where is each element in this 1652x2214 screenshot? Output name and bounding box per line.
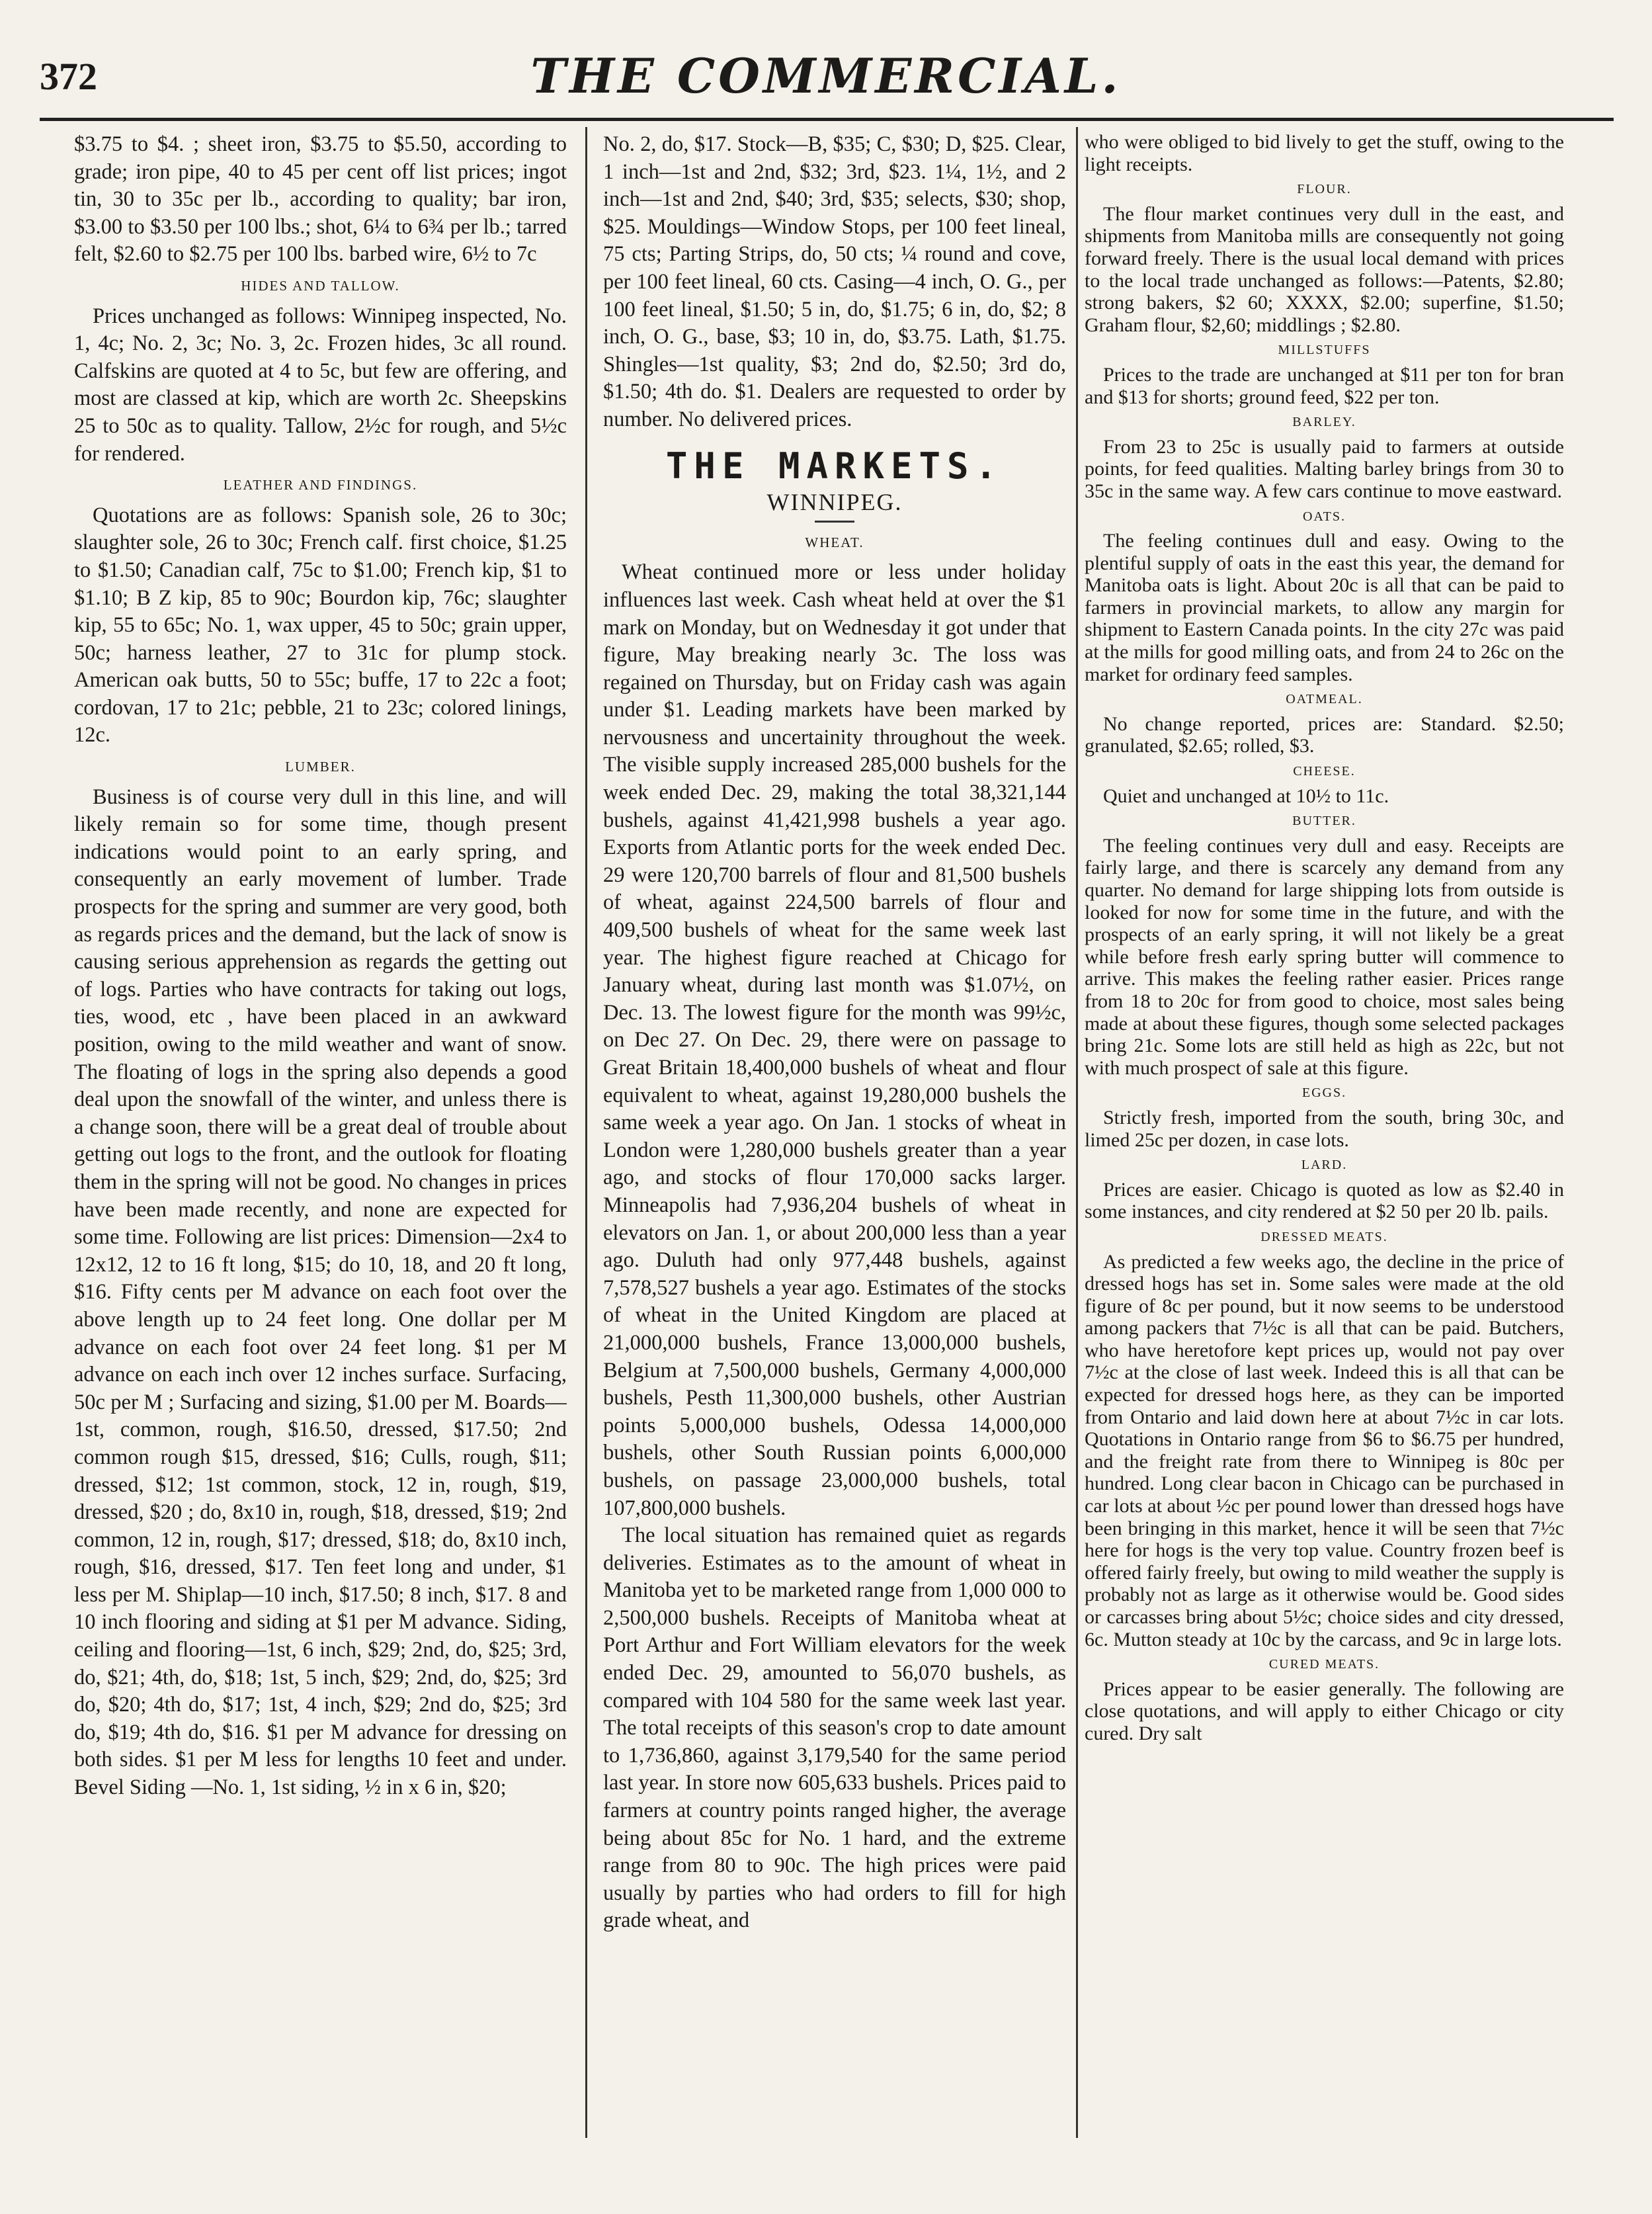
heading-oats: OATS. [1302, 509, 1346, 524]
heading-flour: FLOUR. [1297, 182, 1352, 197]
oats-text: The feeling continues dull and easy. Owing to the plentiful supply of oats in the east this year, the demand for Manitoba oats is light. About 20c is all that can be paid to farmers in provincial markets, to allow any margin for shipment to Eastern Canada points. In the city 27c was paid at the mills for good milling oats, and from 24 to 26c on the market for ordinary feed samples. [1085, 530, 1564, 685]
cured-meats-text: Prices appear to be easier generally. The following are close quotations, and will apply to either Chicago or city cured. Dry salt [1085, 1678, 1564, 1744]
heading-cheese: CHEESE. [1293, 764, 1356, 779]
heading-cured-meats: CURED MEATS. [1268, 1657, 1380, 1672]
oatmeal-text: No change reported, prices are: Standard. $2.50; granulated, $2.65; rolled, $3. [1085, 712, 1564, 757]
heading-leather-findings: LEATHER AND FINDINGS. [223, 477, 418, 493]
heading-lumber: LUMBER. [285, 759, 356, 775]
millstuffs-text: Prices to the trade are unchanged at $11 per ton for bran and $13 for shorts; ground feed, $22 per ton. [1085, 363, 1564, 408]
heading-lard: LARD. [1301, 1158, 1348, 1173]
heading-oatmeal: OATMEAL. [1286, 692, 1363, 707]
flour-text: The flour market continues very dull in the east, and shipments from Manitoba mills are consequently not going forward freely. There is the usual local demand with prices to the local trade unchanged as follows:—Patents, $2.80; strong bakers, $2 60; XXXX, $2.00; superfine, $1.50; Graham flour, $2,60; middlings ; $2.80. [1085, 202, 1564, 336]
heading-dressed-meats: DRESSED MEATS. [1260, 1229, 1388, 1244]
iron-prices-continued: $3.75 to $4. ; sheet iron, $3.75 to $5.50, according to grade; iron pipe, 40 to 45 per cent off list prices; ingot tin, 30 to 35c per lb., according to quality; bar iron, $3.00 to $3.50 per 100 lbs.; shot, 6¼ to 6¾ per lb.; tarred felt, $2.60 to $2.75 per 100 lbs. barbed wire, 6½ to 7c [74, 132, 567, 267]
page-number: 372 [40, 55, 97, 98]
lard-text: Prices are easier. Chicago is quoted as low as $2.40 in some instances, and city rendered at $2 50 per 20 lb. pails. [1085, 1178, 1564, 1223]
wheat-text: Wheat continued more or less under holiday influences last week. Cash wheat held at over the $1 mark on Monday, but on Wednesday it got under that figure, May breaking nearly 3c. The loss was regained on Thursday, but on Friday cash was again under $1. Leading markets have been marked by nervousness and uncertainity throughout the week. The visible supply increased 285,000 bushels for the week ended Dec. 29, making the total 38,321,144 bushels, against 41,421,998 bushels a year ago. Exports from Atlantic ports for the week ended Dec. 29 were 120,700 barrels of flour and 81,500 bushels of wheat, against 224,500 barrels of flour and 409,500 bushels of wheat for the same week last year. The highest figure reached at Chicago for January wheat, during last month was $1.07½, on Dec. 13. The lowest figure for the month was 99½c, on Dec 27. On Dec. 29, there were on passage to Great Britain 18,400,000 bushels of wheat and flour equivalent to wheat, against 19,280,000 bushels the same week a year ago. On Jan. 1 stocks of wheat in London were 1,280,000 bushels greater than a year ago, and stocks of flour 170,000 sacks larger. Minneapolis had 7,936,204 bushels of wheat in elevators on Jan. 1, or about 200,000 less than a year ago. Duluth had only 977,448 bushels, against 7,578,527 bushels a year ago. Estimates of the stocks of wheat in the United Kingdom are placed at 21,000,000 bushels, France 13,000,000 bushels, Belgium at 7,500,000 bushels, Germany 4,000,000 bushels, Pesth 11,300,000 bushels, other Austrian points 5,000,000 bushels, Odessa 14,000,000 bushels, other South Russian points 6,000,000 bushels, on passage 23,000,000 bushels, total 107,800,000 bushels. [603, 560, 1066, 1520]
cheese-text: Quiet and unchanged at 10½ to 11c. [1103, 785, 1389, 807]
heading-barley: BARLEY. [1292, 415, 1356, 430]
lumber-prices-continued: No. 2, do, $17. Stock—B, $35; C, $30; D, $25. Clear, 1 inch—1st and 2nd, $32; 3rd, $23. 1¼, 1½, and 2 inch—1st and 2nd, $40; 3rd, $35; selects, $30; shop, $25. Mouldings—Window Stops, per 100 feet lineal, 75 cts; Parting Strips, do, 50 cts; ¼ round and cove, per 100 feet lineal, 60 cts. Casing—4 inch, O. G., per 100 feet lineal, $1.50; 5 in, do, $1.75; 6 in, do, $2; 8 inch, O. G., base, $3; 10 in, do, $3.75. Lath, $1.75. Shingles—1st quality, $3; 2nd do, $2.50; 3rd do, $1.50; 4th do. $1. Dealers are requested to order by number. No delivered prices. [603, 132, 1066, 431]
column-2 [603, 131, 1066, 2135]
dressed-meats-text: As predicted a few weeks ago, the decline in the price of dressed hogs has set in. Some sales were made at the old figure of 8c per pound, but it now seems to be understood among packers that 7½c is all that can be paid. Butchers, who have heretofore kept prices up, would not pay over 7½c at the close of last week. Indeed this is all that can be expected for dressed hogs here, as they can be imported from Ontario and laid down here at about 7½c in car lots. Quotations in Ontario range from $6 to $6.75 per hundred, and the freight rate from there to Winnipeg is 80c per hundred. Long clear bacon in Chicago can be purchased in car lots at about ½c per pound lower than dressed hogs have been bringing in this market, hence it will be seen that 7½c here for hogs is the very top value. Country frozen beef is offered fairly freely, but owing to mild weather the supply is probably not as large as it otherwise would be. Good sides or carcasses bring about 5½c; choice sides and city dressed, 6c. Mutton steady at 10c by the carcass, and 9c in large lots. [1085, 1250, 1564, 1650]
winnipeg-subtitle: WINNIPEG. [766, 489, 903, 516]
heading-hides-tallow: HIDES AND TALLOW. [241, 277, 400, 294]
column-3 [1085, 131, 1564, 2135]
column-rule-1 [585, 127, 587, 2138]
masthead: THE COMMERCIAL. [530, 48, 1122, 104]
heading-butter: BUTTER. [1292, 814, 1356, 829]
header-rule [40, 118, 1614, 121]
eggs-text: Strictly fresh, imported from the south, bring 30c, and limed 25c per dozen, in case lots. [1085, 1106, 1564, 1151]
butter-text: The feeling continues very dull and easy. Receipts are fairly large, and there is scarcely any demand from any quarter. No demand for large shipping lots from outside is looked for now for some time in the future, and with the prospects of an early spring, it will not likely be a great while before fresh early spring butter will commence to arrive. This makes the feeling rather easier. Prices range from 18 to 20c for from good to choice, most sales being made at about these figures, though some selected packages bring 21c. Some lots are still held as high as 22c, but not with much prospect of sale at this figure. [1085, 834, 1564, 1079]
lumber-text: Business is of course very dull in this line, and will likely remain so for some time, though present indications would point to an early spring, and consequently an early movement of lumber. Trade prospects for the spring and summer are very good, both as regards prices and the demand, but the lack of snow is causing serious apprehension as regards the getting out of logs. Parties who have contracts for taking out logs, ties, wood, etc , have been placed in an awkward position, owing to the mild weather and want of snow. The floating of logs in the spring also depends a good deal upon the snowfall of the winter, and unless there is a change soon, there will be a great deal of trouble about getting out logs to the front, and the outlook for floating them in the spring will not be good. No changes in prices have been made recently, and none are expected for some time. Following are list prices: Dimension—2x4 to 12x12, 12 to 16 ft long, $15; do 10, 18, and 20 ft long, $16. Fifty cents per M advance on each foot over the above length up to 24 feet long. One dollar per M advance on each foot over 24 feet long. $1 per M advance on each inch over 12 inches surface. Surfacing, 50c per M ; Surfacing and sizing, $1.00 per M. Boards—1st, common, rough, $16.50, dressed, $17.50; 2nd common rough $15, dressed, $16; Culls, rough, $11; dressed, $12; 1st common, stock, 12 in, rough, $19, dressed, $20 ; do, 8x10 in, rough, $18, dressed, $19; 2nd common, 12 in, rough, $17; dressed, $18; do, 8x10 inch, rough, $16, dressed, $17. Ten feet long and under, $1 less per M. Shiplap—10 inch, $17.50; 8 inch, $17. 8 and 10 inch flooring and siding at $1 per M advance. Siding, ceiling and flooring—1st, 6 inch, $29; 2nd, do, $25; 3rd, do, $21; 4th, do, $18; 1st, 5 inch, $29; 2nd, do, $25; 3rd do, $20; 4th do, $17; 1st, 4 inch, $29; 2nd do, $25; 3rd do, $19; 4th do, $16. $1 per M advance for dressing on both sides. $1 per M less for lengths 10 feet and under. Bevel Siding —No. 1, 1st siding, ½ in x 6 in, $20; [74, 785, 567, 1800]
column-1 [74, 131, 567, 2135]
markets-title: THE MARKETS. [665, 445, 1004, 487]
wheat-continued: who were obliged to bid lively to get the stuff, owing to the light receipts. [1085, 131, 1564, 175]
heading-wheat: WHEAT. [805, 534, 864, 550]
barley-text: From 23 to 25c is usually paid to farmers at outside points, for feed qualities. Malting barley brings from 30 to 35c in the same way. A few cars continue to move eastward. [1085, 435, 1564, 502]
leather-findings-text: Quotations are as follows: Spanish sole, 26 to 30c; slaughter sole, 26 to 30c; French calf. first choice, $1.25 to $1.50; Canadian calf, 75c to $1.00; French kip, $1 to $1.10; B Z kip, 85 to 90c; Bourdon kip, 76c; slaughter kip, 55 to 65c; No. 1, wax upper, 45 to 50c; grain upper, 50c; harness leather, 27 to 31c for plump stock. American oak butts, 50 to 55c; buffe, 17 to 22c a foot; cordovan, 17 to 21c; pebble, 21 to 23c; colored linings, 12c. [74, 503, 567, 747]
heading-eggs: EGGS. [1301, 1086, 1347, 1101]
subtitle-rule [815, 521, 854, 523]
hides-tallow-text: Prices unchanged as follows: Winnipeg inspected, No. 1, 4c; No. 2, 3c; No. 3, 2c. Frozen hides, 3c all round. Calfskins are quoted at 4 to 5c, but few are offering, and most are classed at kip, which are worth 2c. Sheepskins 25 to 50c as to quality. Tallow, 2½c for rough, and 5½c for rendered. [74, 304, 567, 466]
local-situation-text: The local situation has remained quiet as regards deliveries. Estimates as to the amount of wheat in Manitoba yet to be marketed range from 1,000 000 to 2,500,000 bushels. Receipts of Manitoba wheat at Port Arthur and Fort William elevators for the week ended Dec. 29, amounted to 56,070 bushels, as compared with 104 580 for the same week last year. The total receipts of this season's crop to date amount to 1,736,860, against 3,179,540 for the same period last year. In store now 605,633 bushels. Prices paid to farmers at country points ranged higher, the average being about 85c for No. 1 hard, and the extreme range from 80 to 90c. The high prices were paid usually by parties who had orders to fill for high grade wheat, and [603, 1523, 1066, 1933]
column-rule-2 [1076, 127, 1078, 2138]
heading-millstuffs: MILLSTUFFS [1278, 343, 1371, 358]
